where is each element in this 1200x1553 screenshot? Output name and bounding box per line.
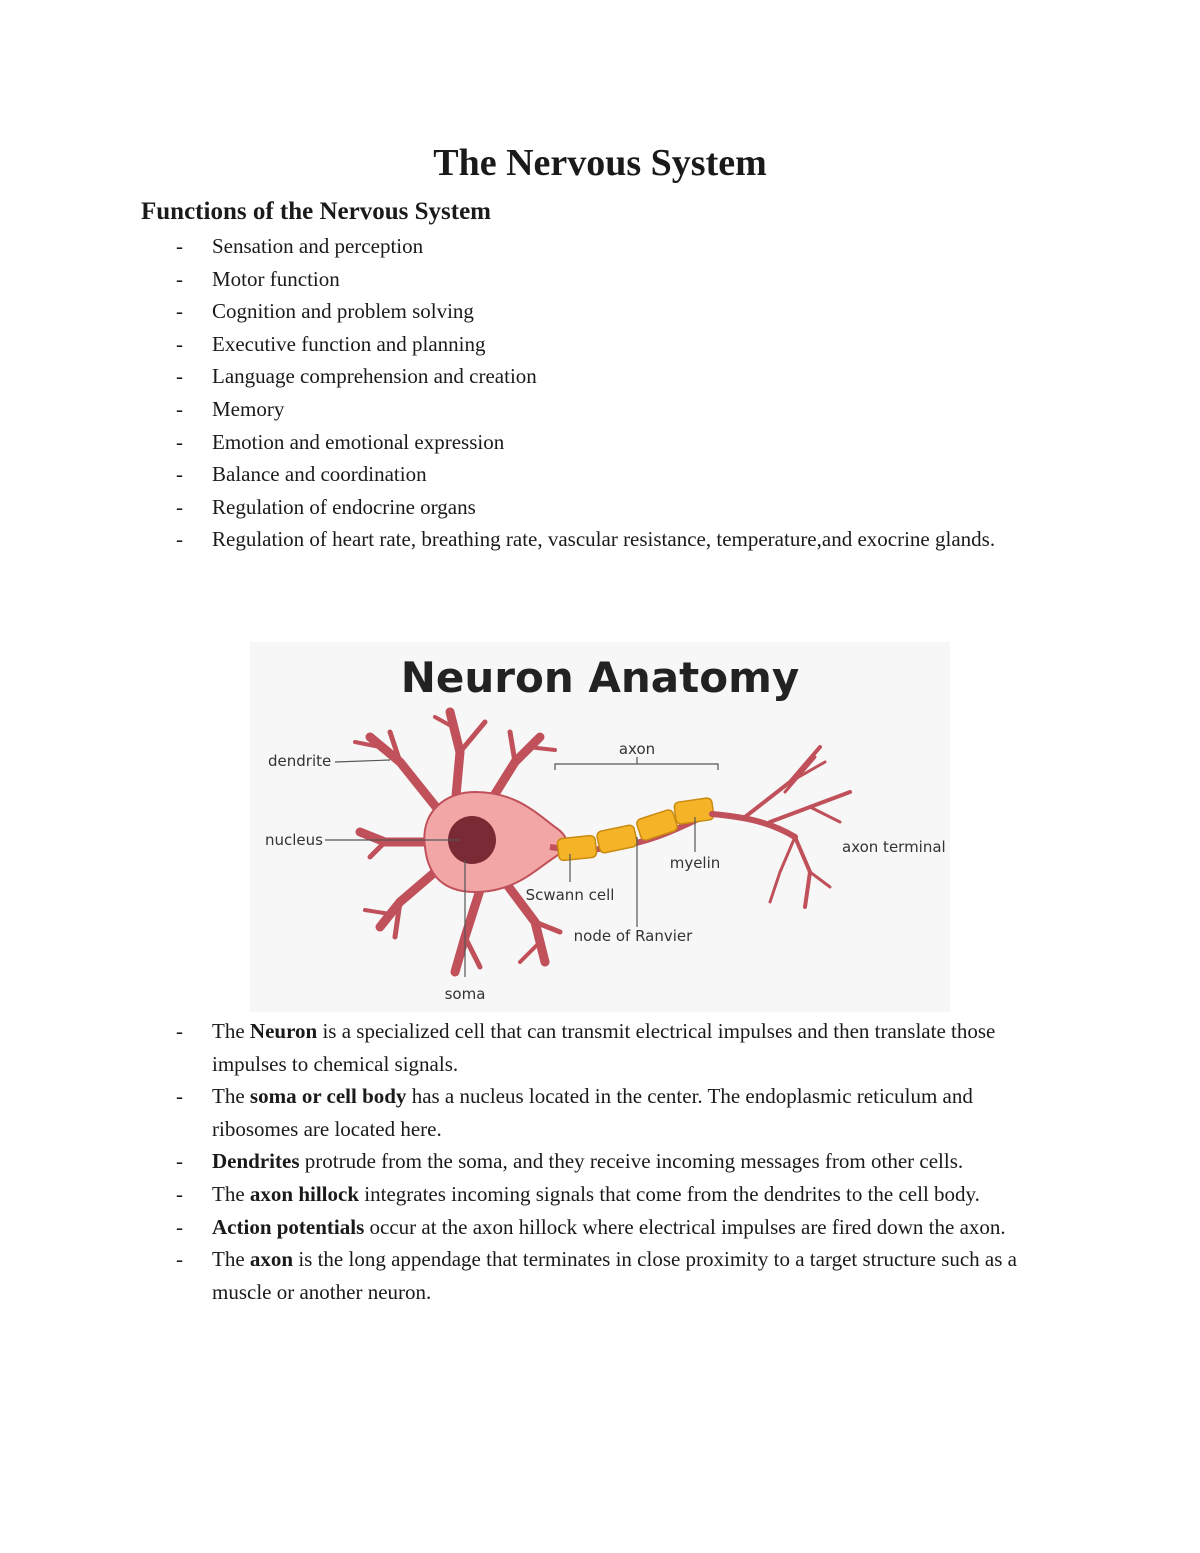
list-item: - The soma or cell body has a nucleus located in the center. The endoplasmic reticulum and ribosomes are located here. (176, 1084, 973, 1141)
myelin-segment (674, 797, 715, 824)
list-item-text: Executive function and planning (212, 331, 486, 356)
label-nucleus: nucleus (265, 831, 323, 849)
list-item: - The axon is the long appendage that terminates in close proximity to a target structure such as a muscle or another neuron. (176, 1247, 1017, 1304)
list-item-text: Sensation and perception (212, 234, 424, 258)
list-item-text: Cognition and problem solving (212, 299, 474, 324)
list-item-post: protrude from the soma, and they receive incoming messages from other cells. (299, 1149, 964, 1174)
list-item-pre: The (212, 1247, 250, 1272)
label-node-of-ranvier: node of Ranvier (573, 927, 693, 945)
list-item-bold: axon hillock (249, 1181, 360, 1206)
list-item-bold: soma or cell body (249, 1084, 407, 1109)
list-item-post: integrates incoming signals that come from the dendrites to the cell body. (359, 1181, 980, 1206)
list-item: - Cognition and problem solving (176, 299, 474, 324)
diagram-title: Neuron Anatomy (400, 653, 800, 702)
list-item: - Memory (176, 396, 285, 421)
myelin-segment (557, 835, 597, 861)
label-axon-terminal: axon terminal (842, 838, 946, 856)
list-item: - Regulation of endocrine organs (176, 494, 476, 519)
list-item: - Action potentials occur at the axon hillock where electrical impulses are fired down the axon. (176, 1214, 1006, 1239)
list-item: - The Neuron is a specialized cell that can transmit electrical impulses and then translate those impulses to chemical signals. (176, 1019, 996, 1076)
list-item-pre: The (212, 1019, 250, 1043)
list-item-bold: axon (249, 1247, 294, 1272)
list-item-text: Regulation of endocrine organs (212, 494, 476, 519)
list-item-pre: The (212, 1084, 250, 1109)
list-item: - Sensation and perception (176, 234, 424, 258)
list-item: - Balance and coordination (176, 462, 427, 487)
list-item: - Regulation of heart rate, breathing rate, vascular resistance, temperature,and exocrine glands. (176, 527, 996, 552)
list-item-text: Balance and coordination (212, 462, 427, 487)
list-item-text: Regulation of heart rate, breathing rate, vascular resistance, temperature,and exocrine glands. (212, 527, 996, 552)
label-dendrite: dendrite (268, 752, 332, 770)
label-myelin: myelin (669, 854, 721, 872)
list-item-bold: Action potentials (212, 1214, 365, 1239)
list-item-pre: The (212, 1181, 250, 1206)
list-item: - Language comprehension and creation (176, 364, 537, 389)
label-axon: axon (618, 740, 656, 758)
list-item: - Dendrites protrude from the soma, and they receive incoming messages from other cells. (176, 1149, 964, 1174)
list-item-bold: Neuron (249, 1019, 318, 1043)
list-item: - Motor function (176, 266, 340, 291)
list-item: - The axon hillock integrates incoming signals that come from the dendrites to the cell body. (176, 1181, 980, 1206)
page-title: The Nervous System (433, 142, 767, 184)
list-item: - Emotion and emotional expression (176, 429, 505, 454)
label-schwann-cell: Scwann cell (525, 886, 615, 904)
list-item-post: occur at the axon hillock where electrical impulses are fired down the axon. (364, 1214, 1006, 1239)
list-item-text: Motor function (212, 266, 340, 291)
functions-heading: Functions of the Nervous System (141, 198, 491, 225)
list-item-post: is the long appendage that terminates in close proximity to a target structure such as a muscle or another neuron. (212, 1247, 1017, 1304)
list-item-text: Memory (212, 396, 285, 421)
list-item-bold: Dendrites (212, 1149, 300, 1174)
neuron-points-list (0, 1015, 1062, 1308)
neuron-anatomy-diagram (250, 642, 950, 1012)
list-item: - Executive function and planning (176, 331, 486, 356)
functions-list (0, 230, 1062, 556)
list-item-text: Emotion and emotional expression (212, 429, 505, 454)
list-item-post: is a specialized cell that can transmit electrical impulses and then translate those impulses to chemical signals. (212, 1019, 996, 1076)
list-item-post: has a nucleus located in the center. The endoplasmic reticulum and ribosomes are located here. (212, 1084, 973, 1141)
list-item-text: Language comprehension and creation (212, 364, 537, 389)
label-soma: soma (444, 985, 486, 1003)
neuron-diagram-svg (250, 642, 950, 1012)
